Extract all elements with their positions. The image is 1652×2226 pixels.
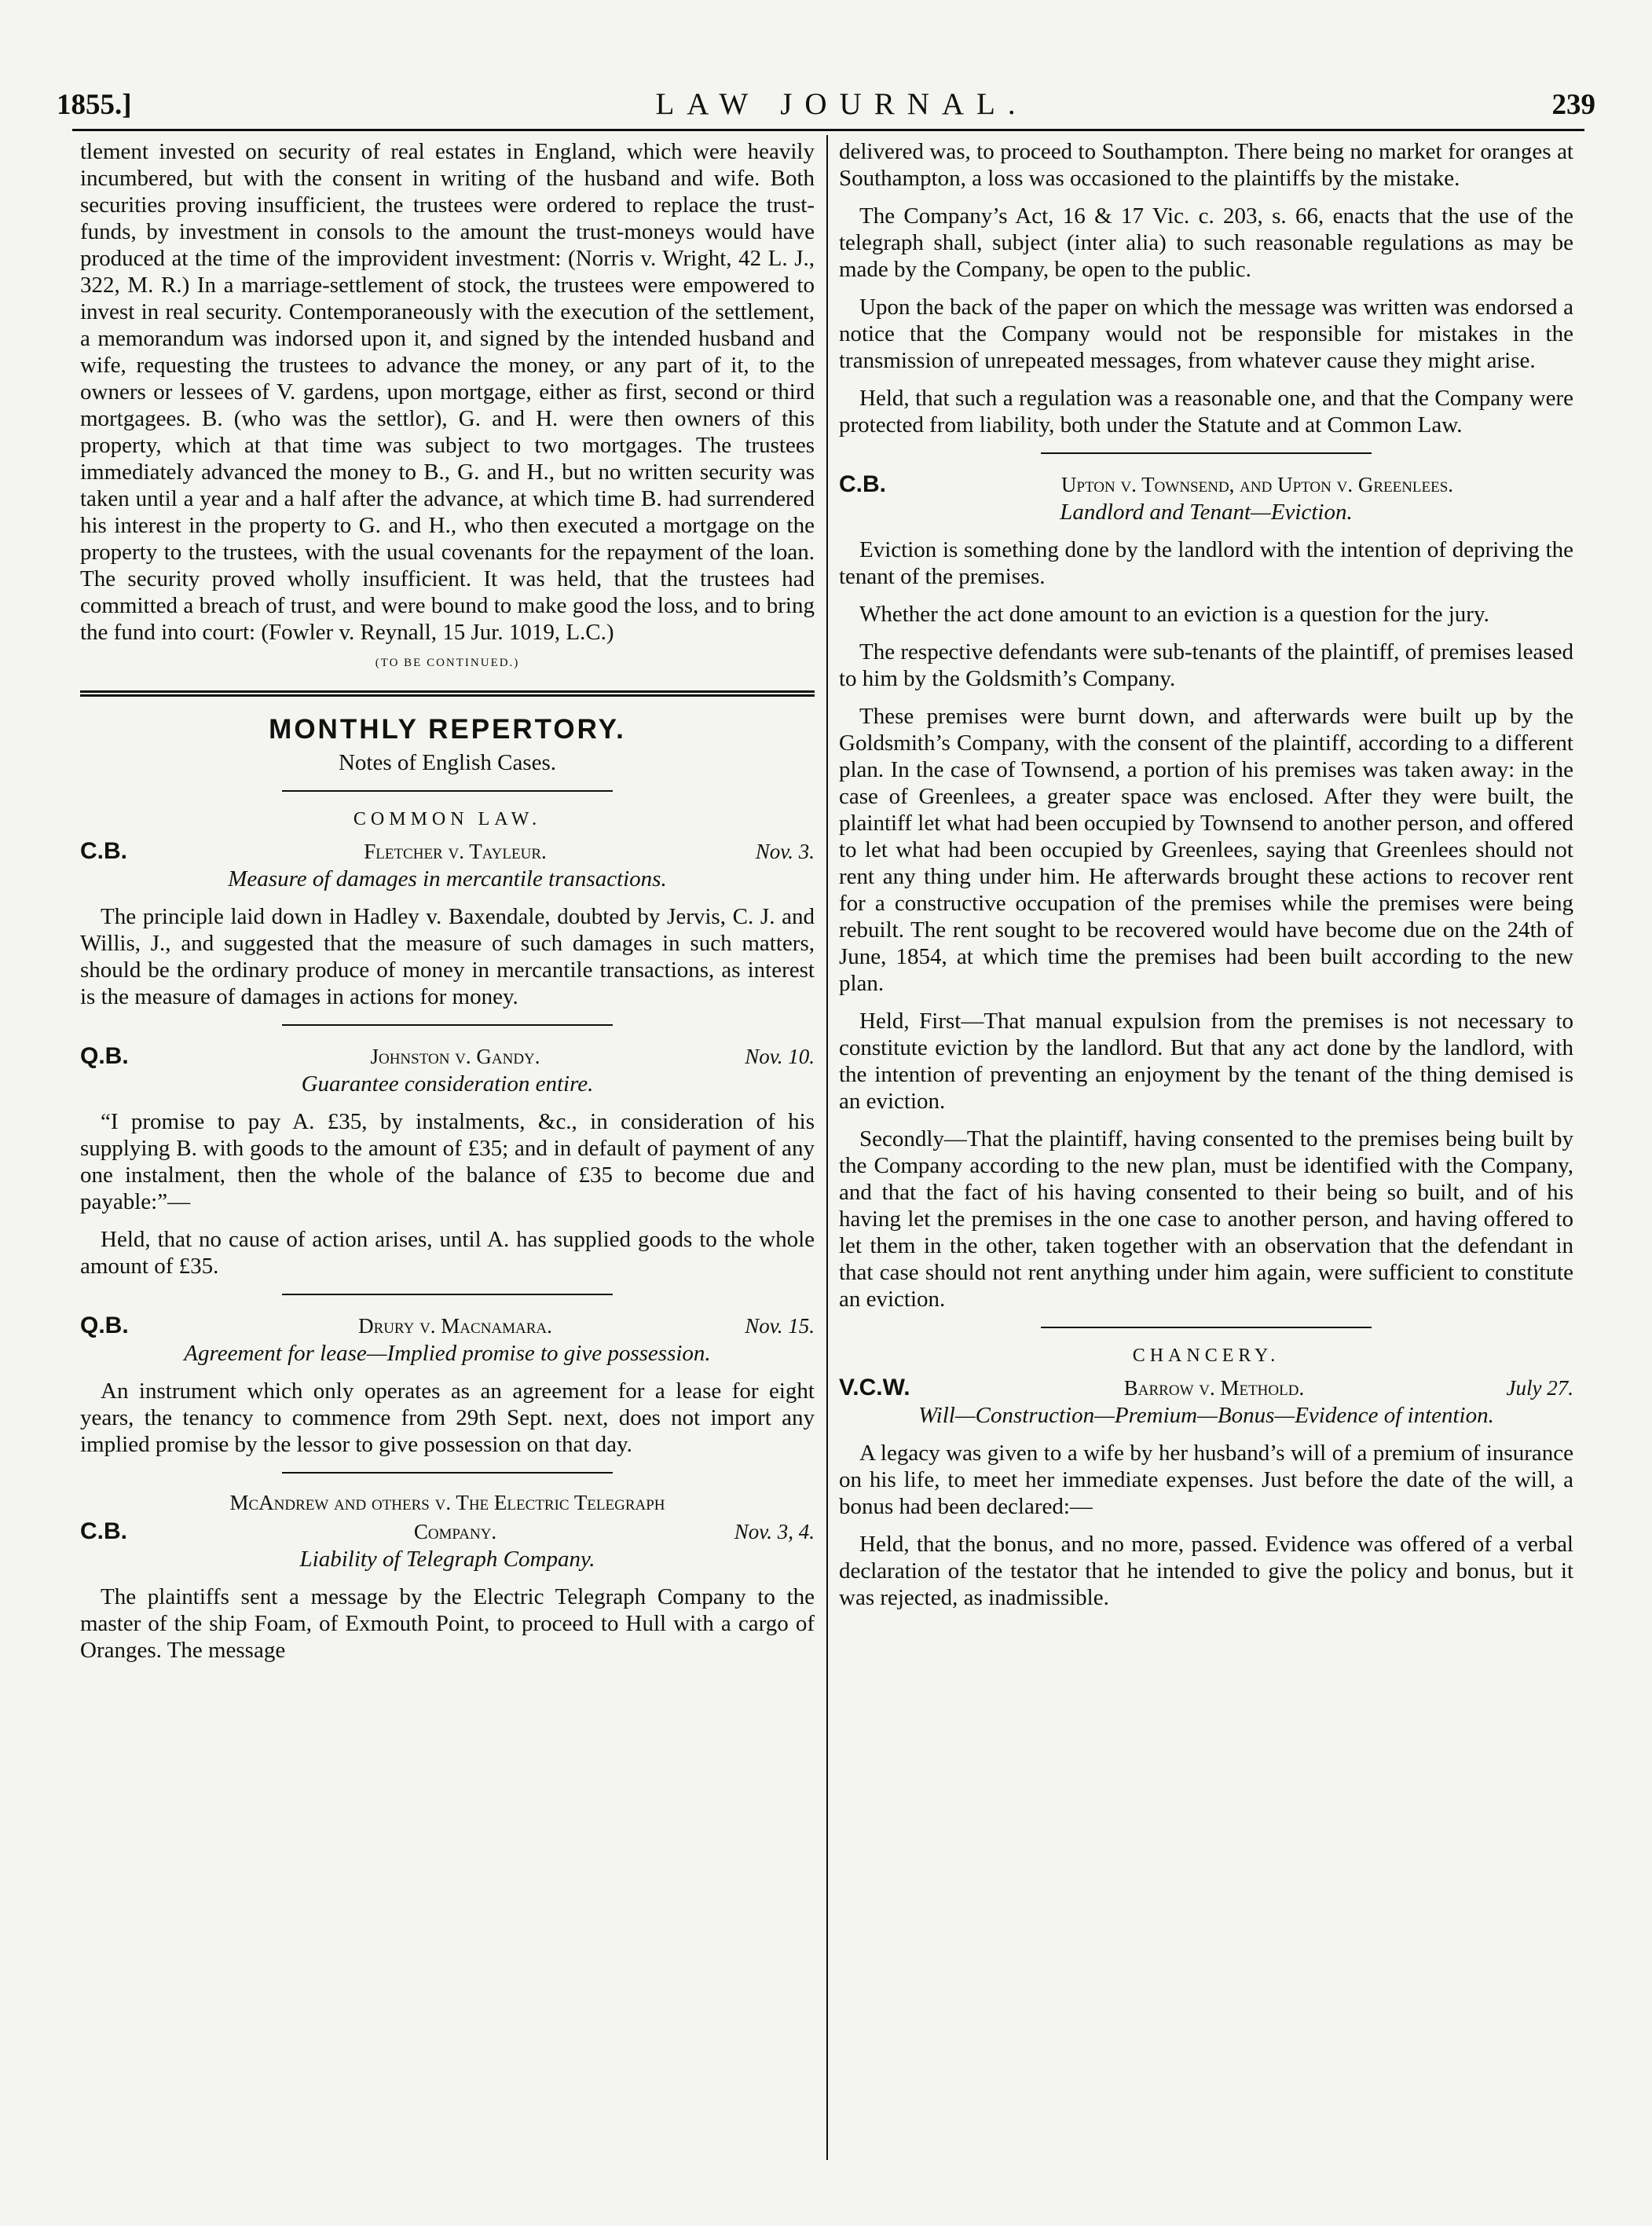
journal-title: LAW JOURNAL. xyxy=(655,87,1028,121)
header-year: 1855.] xyxy=(57,89,132,121)
page-number: 239 xyxy=(1551,89,1595,121)
divider xyxy=(282,1472,613,1474)
court-label: Q.B. xyxy=(80,1043,129,1069)
case-topic: Liability of Telegraph Company. xyxy=(299,1547,595,1572)
case-date: Nov. 15. xyxy=(745,1314,815,1338)
case-topic: Will—Construction—Premium—Bonus—Evidence of intention. xyxy=(918,1403,1494,1428)
case-text: The plaintiffs sent a message by the Electric Telegraph Company to the master of the ship Foam, of Exmouth Point, to proceed to Hull with a cargo of Oranges. The message xyxy=(80,1584,815,1663)
repertory-subtitle: Notes of English Cases. xyxy=(338,750,557,775)
divider xyxy=(282,1024,613,1026)
case-holding: Held, that no cause of action arises, until A. has supplied goods to the whole amount of £35. xyxy=(80,1227,815,1279)
case-header xyxy=(839,1375,1573,1401)
divider xyxy=(1041,1327,1372,1328)
column-divider xyxy=(826,135,828,2160)
case-text: The principle laid down in Hadley v. Baxendale, doubted by Jervis, C. J. and Willis, J., and suggested that the measure of such damages in such matters, should be the ordinary produce of money in mercantile transactions, as interest is the measure of damages in actions for money. xyxy=(80,904,815,1009)
case-header xyxy=(80,1518,815,1545)
case-date: Nov. 10. xyxy=(745,1045,815,1068)
case-date: Nov. 3, 4. xyxy=(734,1520,815,1543)
case-holding: Held, First—That manual expulsion from the premises is not necessary to constitute eviction by the landlord. But that any act done by the landlord, with the intention of preventing an enjoyment by the tenant of the thing demised is an eviction. xyxy=(839,1009,1573,1114)
repertory-title: MONTHLY REPERTORY. xyxy=(269,714,626,745)
case-text: These premises were burnt down, and afterwards were built up by the Goldsmith’s Company, with the consent of the plaintiff, according to a different plan. In the case of Townsend, a portion of his premises was taken away: in the case of Greenlees, a greater space was enclosed. After they were built, the plaintiff let what had been occupied by Townsend to another person, and offered to let what had been occupied by Greenlees, saying that Greenlees should not rent any thing under him. He afterwards brought these actions to recover rent for a constructive occupation of the premises while the premises were being rebuilt. The rent sought to be recovered would have become due on the 24th of June, 1854, at which time the premises had been built according to the new plan. xyxy=(839,704,1573,996)
statute-text: The Company’s Act, 16 & 17 Vic. c. 203, s. 66, enacts that the use of the telegraph shall, subject (inter alia) to such reasonable regulations as may be made by the Company, be open to the public. xyxy=(839,203,1573,282)
case-holding: Held, that the bonus, and no more, passed. Evidence was offered of a verbal declaration of the testator that he intended to give the policy and bonus, but it was rejected, as inadmissible. xyxy=(839,1532,1573,1610)
case-date: Nov. 3. xyxy=(755,840,815,863)
court-label: V.C.W. xyxy=(839,1375,910,1400)
divider xyxy=(1041,452,1372,454)
case-parties: McAndrew and others v. The Electric Telegraph xyxy=(229,1491,665,1514)
case-text: Eviction is something done by the landlord with the intention of depriving the tenant of the premises. xyxy=(839,537,1573,589)
case-topic: Landlord and Tenant—Eviction. xyxy=(1060,500,1353,525)
left-column xyxy=(80,138,815,2163)
case-topic: Guarantee consideration entire. xyxy=(301,1071,594,1097)
case-topic: Agreement for lease—Implied promise to give possession. xyxy=(184,1341,711,1366)
case-header xyxy=(80,838,815,865)
intro-paragraph: tlement invested on security of real estates in England, which were heavily incumbered, but with the consent in writing of the husband and wife. Both securities proving insufficient, the trustees were ordered to replace the trust-funds, by investment in consols to the amount the trust-moneys would have produced at the time of the improvident investment: (Norris v. Wright, 42 L. J., 322, M. R.) In a marriage-settlement of stock, the trustees were empowered to invest in real security. Contemporaneously with the execution of the settlement, a memorandum was indorsed upon it, and signed by the intended husband and wife, requesting the trustees to advance the money, or any part of it, to the owners or lessees of V. gardens, upon mortgage, either as first, second or third mortgagees. B. (who was the settlor), G. and H. were then owners of this property, which at that time was subject to two mortgages. The trustees immediately advanced the money to B., G. and H., but no written security was taken until a year and a half after the advance, at which time B. had surrendered his interest in the property to G. and H., who then executed a mortgage on the property to the trustees, with the usual covenants for the repayment of the loan. The security proved wholly insufficient. It was held, that the trustees had committed a breach of trust, and were bound to make good the loss, and to bring the fund into court: (Fowler v. Reynall, 15 Jur. 1019, L.C.) xyxy=(80,139,815,645)
case-header xyxy=(839,471,1573,498)
section-rule xyxy=(80,690,815,697)
right-column xyxy=(839,138,1573,2163)
case-parties: Fletcher v. Tayleur. xyxy=(364,840,547,863)
case-text: The respective defendants were sub-tenants of the plaintiff, of premises leased to him by the Goldsmith’s Company. xyxy=(839,639,1573,691)
case-parties: Drury v. Macnamara. xyxy=(358,1314,552,1338)
header-rule xyxy=(72,129,1584,131)
case-holding: Held, that such a regulation was a reasonable one, and that the Company were protected from liability, both under the Statute and at Common Law. xyxy=(839,386,1573,438)
case-text: An instrument which only operates as an agreement for a lease for eight years, the tenancy to commence from 29th Sept. next, does not import any implied promise by the lessor to give possession on that day. xyxy=(80,1378,815,1457)
case-header xyxy=(80,1313,815,1339)
case-parties: Johnston v. Gandy. xyxy=(370,1045,540,1068)
notice-text: Upon the back of the paper on which the message was written was endorsed a notice that the Company would not be responsible for mistakes in the transmission of unrepeated messages, from whatever cause they might arise. xyxy=(839,295,1573,373)
case-date: July 27. xyxy=(1506,1376,1573,1400)
case-parties-cont: Company. xyxy=(413,1520,497,1543)
case-parties: Upton v. Townsend, and Upton v. Greenlees. xyxy=(1060,473,1454,496)
court-label: C.B. xyxy=(80,838,127,864)
case-holding: Secondly—That the plaintiff, having consented to the premises being built by the Company according to the new plan, must be identified with the Company, and that the fact of his having consented to their being so built, and of his having let the premises in the one case to another person, and having offered to let them in the other, taken together with an observation that the defendant in that case should not rent anything under him again, were sufficient to constitute an eviction. xyxy=(839,1126,1573,1312)
continued-text: delivered was, to proceed to Southampton. There being no market for oranges at Southampton, a loss was occasioned to the plaintiffs by the mistake. xyxy=(839,139,1573,191)
divider xyxy=(282,1294,613,1295)
section-heading-common-law: COMMON LAW. xyxy=(353,809,542,829)
case-parties: Barrow v. Methold. xyxy=(1123,1376,1305,1400)
case-text: “I promise to pay A. £35, by instalments, &c., in consideration of his supplying B. with goods to the amount of £35; and in default of payment of any one instalment, then the whole of the balance of £35 to become due and payable:”— xyxy=(80,1109,815,1214)
case-text: A legacy was given to a wife by her husband’s will of a premium of insurance on his life, to meet her immediate expenses. Just before the date of the will, a bonus had been declared:— xyxy=(839,1441,1573,1519)
court-label: Q.B. xyxy=(80,1313,129,1338)
running-header xyxy=(57,86,1595,126)
divider xyxy=(282,790,613,792)
section-heading-chancery: CHANCERY. xyxy=(1132,1345,1280,1366)
court-label: C.B. xyxy=(839,471,886,497)
case-text: Whether the act done amount to an eviction is a question for the jury. xyxy=(859,602,1489,627)
case-topic: Measure of damages in mercantile transactions. xyxy=(228,866,667,891)
court-label: C.B. xyxy=(80,1518,127,1544)
continued-note: (TO BE CONTINUED.) xyxy=(375,657,520,669)
case-header xyxy=(80,1043,815,1070)
